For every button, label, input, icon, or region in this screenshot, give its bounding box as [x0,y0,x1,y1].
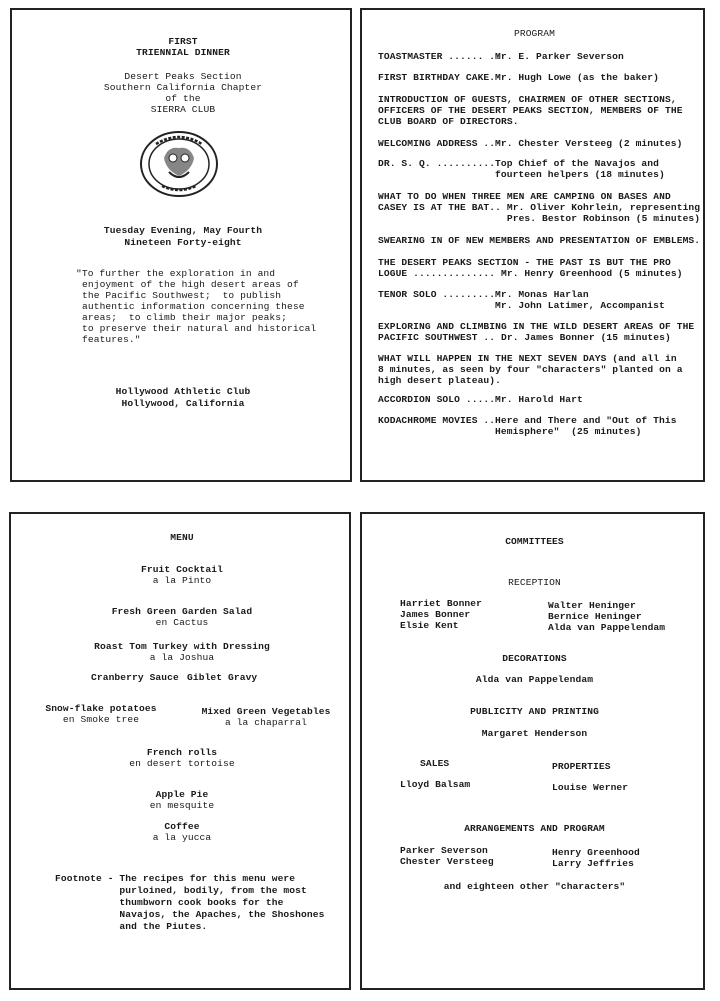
program-text-line: WHAT TO DO WHEN THREE MEN ARE CAMPING ON BASES AND [378,191,671,202]
org-line-4: SIERRA CLUB [150,104,216,115]
menu-footnote-line: purloined, bodily, from the most [55,885,307,896]
committee-member: James Bonner [400,609,471,620]
org-line-1: Desert Peaks Section [124,71,242,82]
sierra-club-seal-icon [134,130,224,198]
menu-side-left-style: en Smoke tree [62,714,140,725]
committee-member: Alda van Pappelendam [548,622,666,633]
program-text-line: THE DESERT PEAKS SECTION - THE PAST IS BUT THE PRO [378,257,671,268]
menu-footnote-line: Navajos, the Apaches, the Shoshones [55,909,325,920]
committee-member: Bernice Heninger [548,611,642,622]
program-label: KODACHROME MOVIES .. [378,415,496,426]
program-value: Mr. Monas Harlan [495,289,589,300]
program-label: TENOR SOLO ......... [378,289,496,300]
committee-member: Henry Greenhood [552,847,640,858]
committee-member: Alda van Pappelendam [475,674,594,685]
program-label: TOASTMASTER ...... .. [378,51,502,62]
menu-dish: Coffee [164,821,200,832]
menu-sauce: Cranberry Sauce [91,672,179,683]
menu-sauce: Giblet Gravy [187,672,258,683]
menu-dish: Apple Pie [155,789,209,800]
committee-member: Parker Severson [400,845,488,856]
program-text-line: CASEY IS AT THE BAT.. Mr. Oliver Kohrlein, representing [378,202,701,213]
program-label: DR. S. Q. .......... [378,158,496,169]
dinner-heading-1: FIRST [168,36,198,47]
program-page [360,8,705,482]
program-value: Mr. Harold Hart [495,394,583,405]
decorations-heading: DECORATIONS [502,653,567,664]
date-line-1: Tuesday Evening, May Fourth [103,225,263,236]
menu-title: MENU [170,532,194,543]
program-value: Top Chief of the Navajos and [495,158,660,169]
program-text-line: high desert plateau). [378,375,502,386]
sales-heading: SALES [420,758,450,769]
committee-member: Harriet Bonner [400,598,483,609]
menu-dish: Fruit Cocktail [140,564,223,575]
menu-dish: Fresh Green Garden Salad [111,606,253,617]
program-value: fourteen helpers (18 minutes) [495,169,665,180]
quote-line-7: features." [82,334,141,345]
arrangements-heading: ARRANGEMENTS AND PROGRAM [464,823,605,834]
program-text-line: CLUB BOARD OF DIRECTORS. [378,116,519,127]
program-text-line: INTRODUCTION OF GUESTS, CHAIRMEN OF OTHER SECTIONS, [378,94,677,105]
menu-footnote-line: and the Piutes. [55,921,208,932]
quote-line-6: to preserve their natural and historical [82,323,317,334]
program-text-line: PACIFIC SOUTHWEST .. Dr. James Bonner (15 minutes) [378,332,671,343]
org-line-2: Southern California Chapter [103,82,263,93]
venue-line-2: Hollywood, California [121,398,245,409]
menu-dish-style: a la Pinto [152,575,212,586]
menu-side-right: Mixed Green Vegetables [201,706,331,717]
program-text-line: WHAT WILL HAPPEN IN THE NEXT SEVEN DAYS (and all in [378,353,677,364]
reception-heading: RECEPTION [508,577,561,588]
program-title: PROGRAM [513,28,555,39]
publicity-heading: PUBLICITY AND PRINTING [470,706,599,717]
committee-member: Elsie Kent [400,620,459,631]
program-value: Here and There and "Out of This [495,415,677,426]
committee-member: Walter Heninger [548,600,636,611]
menu-dish-style: en desert tortoise [129,758,235,769]
menu-footnote-line: thumbworn cook books for the [55,897,284,908]
program-label: WELCOMING ADDRESS .. [378,138,496,149]
quote-line-3: the Pacific Southwest; to publish [82,290,282,301]
committee-member: Larry Jeffries [552,858,635,869]
committees-title: COMMITTEES [505,536,564,547]
program-text-line: EXPLORING AND CLIMBING IN THE WILD DESERT AREAS OF THE [378,321,695,332]
program-value: Mr. Chester Versteeg (2 minutes) [495,138,683,149]
menu-dish-style: a la yucca [152,832,212,843]
program-text-line: Pres. Bestor Robinson (5 minutes) [378,213,701,224]
quote-line-2: enjoyment of the high desert areas of [82,279,299,290]
committee-member: Margaret Henderson [481,728,588,739]
menu-dish-style: en mesquite [149,800,215,811]
title-page [10,8,352,482]
program-value: Mr. John Latimer, Accompanist [495,300,665,311]
dinner-heading-2: TRIENNIAL DINNER [136,47,230,58]
menu-footnote-line: Footnote - The recipes for this menu were [55,873,296,884]
menu-side-left: Snow-flake potatoes [45,703,157,714]
program-value: Hemisphere" (25 minutes) [495,426,642,437]
menu-side-right-style: a la chaparral [224,717,307,728]
committee-member: Lloyd Balsam [400,779,471,790]
quote-line-1: "To further the exploration in and [76,268,276,279]
committee-member: Chester Versteeg [400,856,494,867]
program-value: Mr. E. Parker Severson [495,51,624,62]
menu-dish-style: en Cactus [155,617,209,628]
committee-member: Louise Werner [552,782,629,793]
quote-line-5: areas; to climb their major peaks; [82,312,288,323]
quote-line-4: authentic information concerning these [82,301,305,312]
program-text-line: OFFICERS OF THE DESERT PEAKS SECTION, MEMBERS OF THE [378,105,683,116]
program-label: ACCORDION SOLO ..... [378,394,496,405]
menu-page [9,512,351,990]
date-line-2: Nineteen Forty-eight [124,237,242,248]
program-text-line: SWEARING IN OF NEW MEMBERS AND PRESENTATION OF EMBLEMS. [378,235,701,246]
menu-dish: Roast Tom Turkey with Dressing [94,641,270,652]
program-text-line: 8 minutes, as seen by four "characters" planted on a [378,364,683,375]
program-text-line: LOGUE .............. Mr. Henry Greenhood (5 minutes) [378,268,683,279]
menu-dish-style: a la Joshua [149,652,215,663]
program-label: FIRST BIRTHDAY CAKE. [378,72,496,83]
venue-line-1: Hollywood Athletic Club [115,386,251,397]
menu-dish: French rolls [146,747,218,758]
committees-page [360,512,705,990]
program-value: Mr. Hugh Lowe (as the baker) [495,72,660,83]
closing-line: and eighteen other "characters" [443,881,626,892]
properties-heading: PROPERTIES [552,761,611,772]
org-line-3: of the [165,93,201,104]
